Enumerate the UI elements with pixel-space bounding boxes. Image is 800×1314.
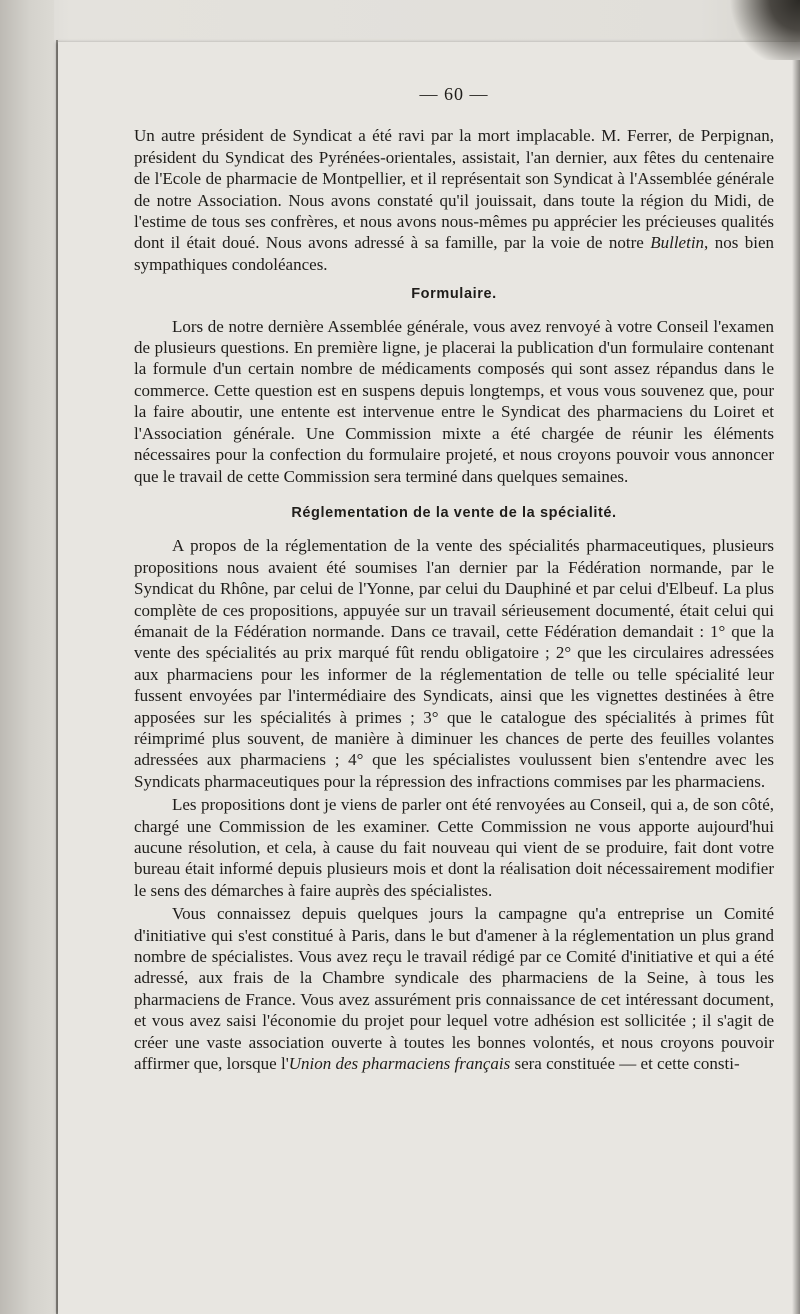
union-name: Union des pharmaciens français [288,1054,511,1074]
paragraph-comite [134,903,774,1074]
section-heading-formulaire: Formulaire. [411,286,497,303]
paragraph-propositions: Les propositions dont je viens de parler ont été renvoyées au Conseil, qui a, de son côté, chargé une Commission de les examiner. Cette Commission ne vous apporte aujourd'hui aucune résolution, et cela, à cause du fait nouveau qui vient de se produire, fait dont votre bureau était informé depuis plusieurs mois et dont la réalisation doit nécessairement modifier le sens des démarches à faire auprès des spécialistes. [134,795,774,900]
paragraph-ferrer [134,125,774,275]
scan-corner-shadow [730,0,800,60]
paragraph-text-end: , nos bien sympathiques condoléances. [134,233,774,274]
paragraph-text: Un autre président de Syndicat a été ravi par la mort implacable. M. Ferrer, de Perpignan, président du Syndicat des Pyrénées-orientales, assistait, l'an dernier, aux fêtes du centenaire de l'Ecole de pharmacie de Montpellier, et il représentait son Syndicat à l'Assemblée générale de notre Association. Nous avons constaté qu'il jouissait, dans toute la région du Midi, de l'estime de tous ses confrères, et nous avons nous-mêmes pu apprécier les précieuses qualités dont il était doué. Nous avons adressé à sa famille, par la voie de notre [134,126,774,253]
paragraph-reglementation: A propos de la réglementation de la vente des spécialités pharmaceutiques, plusieurs propositions nous avaient été soumises l'an dernier par la Fédération normande, par le Syndicat du Rhône, par celui de l'Yonne, par celui du Dauphiné et par celui d'Elbeuf. La plus complète de ces propositions, appuyée sur un travail sérieusement documenté, était celui qui émanait de la Fédération normande. Dans ce travail, cette Fédération demandait : 1° que la vente des spécialités au prix marqué fût rendu obligatoire ; 2° que les circulaires adressées aux pharmaciens pour les informer de la réglementation de telle ou telle spécialité leur fussent envoyées par l'intermédiaire des Syndicats, ainsi que les vignettes destinées à être apposées sur les spécialités à primes ; 3° que le catalogue des spécialités à primes fût réimprimé plus souvent, de manière à diminuer les chances de perte des feuilles volantes adressées aux pharmaciens ; 4° que les spécialistes voulussent bien s'entendre avec les Syndicats pharmaceutiques pour la répression des infractions commises par les pharmaciens. [134,536,774,791]
paragraph-text-end: sera constituée — et cette consti- [510,1054,740,1074]
scanner-left-margin [0,0,54,1314]
page-number: — 60 — [419,84,489,104]
bulletin-title: Bulletin [650,233,705,253]
scan-right-shadow [792,60,800,1314]
paragraph-text: Vous connaissez depuis quelques jours la campagne qu'a entreprise un Comité d'initiative qui s'est constitué à Paris, dans le but d'amener à la réglementation un plus grand nombre de spécialistes. Vous avez reçu le travail rédigé par ce Comité d'initiative et qui a été adressé, aux frais de la Chambre syndicale des pharmaciens de la Seine, à tous les pharmaciens de France. Vous avez assurément pris connaissance de cet intéressant document, et vous avez saisi l'économie du projet pour lequel votre adhésion est sollicitée ; il s'agit de créer une vaste association ouverte à toutes les bonnes volontés, et nous croyons pouvoir affirmer que, lorsque l' [134,904,774,1074]
section-heading-reglementation: Réglementation de la vente de la spécialité. [291,504,617,521]
page-text [134,84,774,1076]
paragraph-formulaire: Lors de notre dernière Assemblée générale, vous avez renvoyé à votre Conseil l'examen de plusieurs questions. En première ligne, je placerai la publication d'un formulaire contenant la formule d'un certain nombre de médicaments composés qui sont assez répandus dans le commerce. Cette question est en suspens depuis longtemps, et vous vous souvenez que, pour la faire aboutir, une entente est intervenue entre le Syndicat des pharmaciens du Loiret et l'Association générale. Une Commission mixte a été chargée de réunir les éléments nécessaires pour la confection du formulaire projeté, et nous croyons pouvoir vous annoncer que le travail de cette Commission sera terminé dans quelques semaines. [134,316,774,486]
